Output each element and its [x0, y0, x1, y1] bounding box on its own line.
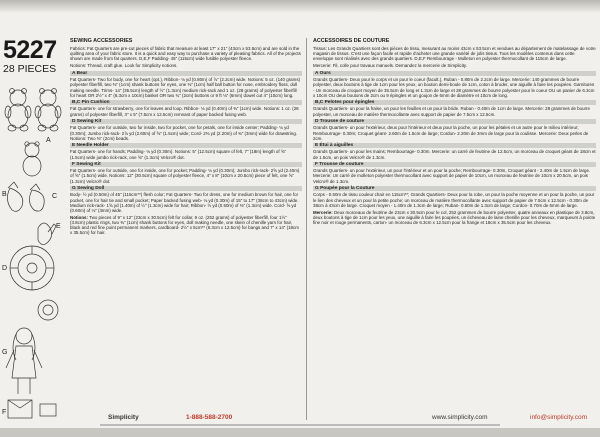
- section-e-head: E Needle Holder: [70, 143, 302, 149]
- fr-section-bc-text: Grands Quartiers- un pour la fraise, un pour les feuilles et un pour la bride. Ruban - 0.40m de 1cm de large. Mercerie: 28 grammes de bourre polyester, un morceau de matière thermocollante avec support de papier de 7.5cm x 12.5cm.: [313, 106, 590, 117]
- envelope-bottom-edge: [0, 428, 600, 437]
- pattern-number: 5227: [3, 36, 57, 64]
- section-g-notions-head: Notions:: [70, 215, 88, 220]
- fr-section-g-text: Corps - 0.50m de tissu couleur chair en 115cm**; Grands Quartiers- Deux pour la robe, un pour la poche moyenne et un pour la poche, un pour le lien des cheveux et un pour la petite poche; un morceau de matière thermocollante avec support de papier de 7.5cm x 12.5cm - 0.30m de 38cm à 43cm de large. Croquet moyen - 1.40m de 1.3cm de large; Ruban- 0.50m de 1.3cm de large; Cordon- 0.70m de 6mm de large.: [313, 192, 595, 208]
- needle-holder-drawing: [38, 223, 56, 245]
- section-f-text: Fat Quarters- one for outside, one for inside, one for pocket; Padding- ⅛ yd (0.30m); Jumbo rick-rack- 2⅝ yd (2.40m) of ⅝" (1.5cm) wide. Notions: 12" (30.5cm) square of polyester fleece, 4" x 8" (10cm x 20.5cm) piece of felt, one ⅝" (1.3cm) Velcro® dot.: [70, 168, 300, 184]
- footer-email[interactable]: info@simplicity.com: [530, 414, 588, 421]
- footer-website[interactable]: www.simplicity.com: [432, 414, 488, 421]
- sewing-kit-round-drawing: [38, 300, 58, 320]
- section-bc-text: Fat Quarters- one for strawberry, one for leaves and loop. Ribbon- ⅛ yd (0.40m) of ⅜" (1cm) wide. Notions: 1 oz. (28 grams) of polyester fiberfill, 3" x 5" (7.5cm x 12.5cm) remnant of paper backed fusing web.: [70, 106, 299, 117]
- section-g-head: G Sewing Doll: [70, 186, 302, 192]
- fr-section-e-head: E Étui à aiguilles: [313, 143, 596, 149]
- bear-drawing: [5, 89, 61, 177]
- footer-logo: Simplicity: [108, 414, 139, 421]
- section-d-text: Fat Quarters- one for outside, two for inside, two for pocket, one for petals, one for inside center; Padding- ⅛ yd (0.30m); Jumbo rick-rack- 2⅞ yd (2.60m) of ⅝" (1.5cm) wide; Cord- 2⅜ yd (2.20m) of ⅜" (3mm) wide for drawstring. Notions: Two ⅜" (2cm) beads.: [70, 125, 298, 141]
- section-f-head: F Sewing Kit: [70, 162, 302, 168]
- section-d-head: D Sewing Kit: [70, 119, 302, 125]
- fr-section-g-head: G Poupée pour la Couture: [313, 186, 596, 192]
- fr-section-a-head: A Ours: [313, 71, 596, 77]
- doll-drawing: [6, 328, 42, 394]
- fold-kit-drawing: [8, 400, 56, 418]
- section-e-text: Fat Quarters- one for hands; Padding- ⅛ yd (0.30m). Notions: 5" (12.5cm) square of felt, 7" (18m) length of ⅝" (1.5cm) wide jumbo rick-rack, one ⅝" (1.3cm) Velcro® dot.: [70, 149, 287, 160]
- fr-section-bc-head: B,C Pelotes pour épingles: [313, 100, 596, 106]
- fr-section-a-text: Grands Quartiers- Deux pour le corps et un pour le coeur (facult.), Ruban - 0.80m de 2.2cm de large. Mercerie: 140 grammes de bourre polyester, deux boutons à tige de 1cm pour les yeux, un bouton demi-boule de 1cm, coton à broder, une aiguille à faire les poupées. Garnitures - Un morceau de croquet moyen de 35.5cm de long et 1.3cm de large et 28 grammes de bourre polyester pour le coeur OU un panier de 6.3cm x 10cm OU deux boutons de 2cm ou 9 épingles et un goujon de 6mm de diamètre et 10cm de long.: [313, 77, 595, 98]
- envelope-top-edge: [0, 0, 600, 12]
- fig-label-e: E: [56, 223, 61, 230]
- english-title: SEWING ACCESSORIES: [70, 38, 133, 44]
- fig-label-b: B: [2, 191, 7, 198]
- english-intro: Fabrics: Fat Quarters are pre-cut pieces of fabric that measure at least 17" x 21" (43cm x 53.5cm) and are sold in the quilting area of your fabric store. It is a quick and easy way to purchase a variety of pleasing fabrics. All of the projects shown are made from fat quarters. D,E,F Padding- 45" (115cm) wide fusible polyester fleece.: [70, 46, 301, 62]
- fr-section-d-text: Grands Quartiers- un pour l'extérieur, deux pour l'intérieur et deux pour la poche, un pour les pétales et un autre pour le milieu intérieur; Rembourrage- 0.30m; Croquet géant- 2.60m de 1.5cm de large; Cordon- 2.20m de 3mm de large pour la coulisse. Mercerie: Deux perles de 2cm.: [313, 125, 589, 141]
- fr-section-d-head: D Trousse de couture: [313, 119, 596, 125]
- section-a-head: A Bear: [70, 71, 302, 77]
- french-notions: Mercerie: Fil, colle pour travaux manuels. Demandez la mercerie de Simplicity.: [313, 63, 468, 69]
- fr-section-g-notions-head: Mercerie:: [313, 209, 333, 215]
- fig-label-f: F: [2, 409, 7, 416]
- footer-rule: [100, 424, 500, 426]
- fr-section-f-head: F Trousse de couture: [313, 162, 596, 168]
- french-column: [313, 38, 596, 226]
- pieces-count: 28 PIECES: [3, 63, 57, 75]
- section-g-text: Body- ½ yd (0.50m) of 45" (115cm**) flesh color; Fat Quarters- Two for dress, one for medium brown for hair, one for pocket, one for hair tie and small pocket; Paper backed fusing web- ⅛ yd (0.30m) of 15" to 17" (38cm to 43cm) wide. Medium rick-rack- 1⅝ yd (1.40m) of ½" (1.3cm) wide for hair; Ribbon- ½ yd (0.50m) of ⅜" (1.3cm) wide. Cord- ⅝ yd (0.60m) of ⅛" (3mm) wide.: [70, 192, 299, 213]
- sewing-kit-drawing: [10, 246, 54, 290]
- section-bc-head: B,C Pin Cushion: [70, 100, 302, 106]
- line-drawings: [2, 78, 64, 424]
- french-title: ACCESSOIRES DE COUTURE: [313, 38, 390, 44]
- pattern-header: [3, 38, 57, 75]
- fig-label-a: A: [46, 137, 51, 144]
- pincushion-drawing: [7, 182, 44, 211]
- french-intro: Tissus: Les Grands Quartiers sont des pièces de tissu, mesurant au moins 43cm x 53.5cm et vendues au département de matelassage de votre magasin de tissus. C'est une façon facile et rapide d'acheter une grande variété de jolis tissus. Tous les modèles contenus dans cette enveloppe sont réalisés avec des grands quartiers. D,E,F Rembourrage - Molleton en polyester thermocollant de 115cm de large.: [313, 46, 596, 62]
- fr-section-g-notions-text: Deux morceaux de feutrine de 23cm x 30.5cm pour le col, 252 grammes de bourre polyester, quatre anneaux en plastique de 3.8cm, deux boutons à tige de 1cm pour les yeux, une aiguille à faire les poupées, un écheveau de laine chenille pour les cheveux, marqueurs à pointe fine noir et rouge permanents, carton- un morceau de 6.3cm x 12.5cm pour la frange et 18cm x 35.5cm pour les cheveux.: [313, 209, 596, 226]
- fig-label-d: D: [2, 265, 8, 272]
- fig-label-c: C: [52, 193, 58, 200]
- fig-label-g: G: [2, 349, 8, 356]
- section-a-text: Fat Quarters- Two for body, one for heart (opt.), Ribbon- ⅛ yd (0.80m) of ⅞" (2.2cm) wide. Notions: 5 oz. (140 grams) polyester fiberfill, two ⅜" (1cm) shank buttons for eyes, one ⅜" (1cm) half ball button for nose, embroidery floss, doll making needle. Trims- 14" (35.5cm) length of ½" (1.3cm) medium rick-rack and 1 oz. (28 grams) of polyester fiberfill for heart OR 2½" x 4" (6.3cm x 10cm) basket OR two ¾" (2cm) buttons or 9 ft ⅛" (6mm) dowel cut 4" (10cm) long.: [70, 77, 301, 98]
- fr-section-g-notions: [313, 210, 596, 225]
- english-column: [70, 38, 302, 236]
- section-g-notions: [70, 215, 302, 236]
- fr-section-f-text: Grands Quartiers- un pour l'extérieur, un pour l'intérieur et un pour la poche; Rembourrage- 0.30m, Croquet géant - 2.40m de 1.5cm de large. Mercerie: Un carré de molleton polyester thermocollant avec support de papier de 10cm, un morceau de feutrine de 10cm x 20.5cm, un pois Velcro® de 1.3cm.: [313, 168, 591, 184]
- english-notions: Notions: Thread, craft glue. Look for Simplicity notions.: [70, 63, 178, 69]
- fr-section-e-text: Grands Quartiers- un pour les mains; Rembourrage- 0.30m. Mercerie: un carré de feutrine de 12.5cm, un morceau de croquet géant de 18cm et de 1.5cm, un pois Velcro® de 1.3cm.: [313, 149, 596, 160]
- section-g-notions-text: Two pieces of 9" x 12" (23cm x 30.5cm) felt for collar, 9 oz. (252 grams) of polyester fiberfill, four 1½" (3.8cm) plastic rings, two ⅜" (1cm) shank buttons for eyes, doll making needle, one skein of chenille yarn for hair, black and red fine point permanent markers, cardboard- 2½" x 5cm** (6.3cm x 12.5cm) for bangs and 7" x 14" (18cm x 35.5cm) for hair.: [70, 215, 299, 236]
- footer-phone[interactable]: 1-888-588-2700: [186, 414, 233, 421]
- column-divider: [306, 38, 307, 420]
